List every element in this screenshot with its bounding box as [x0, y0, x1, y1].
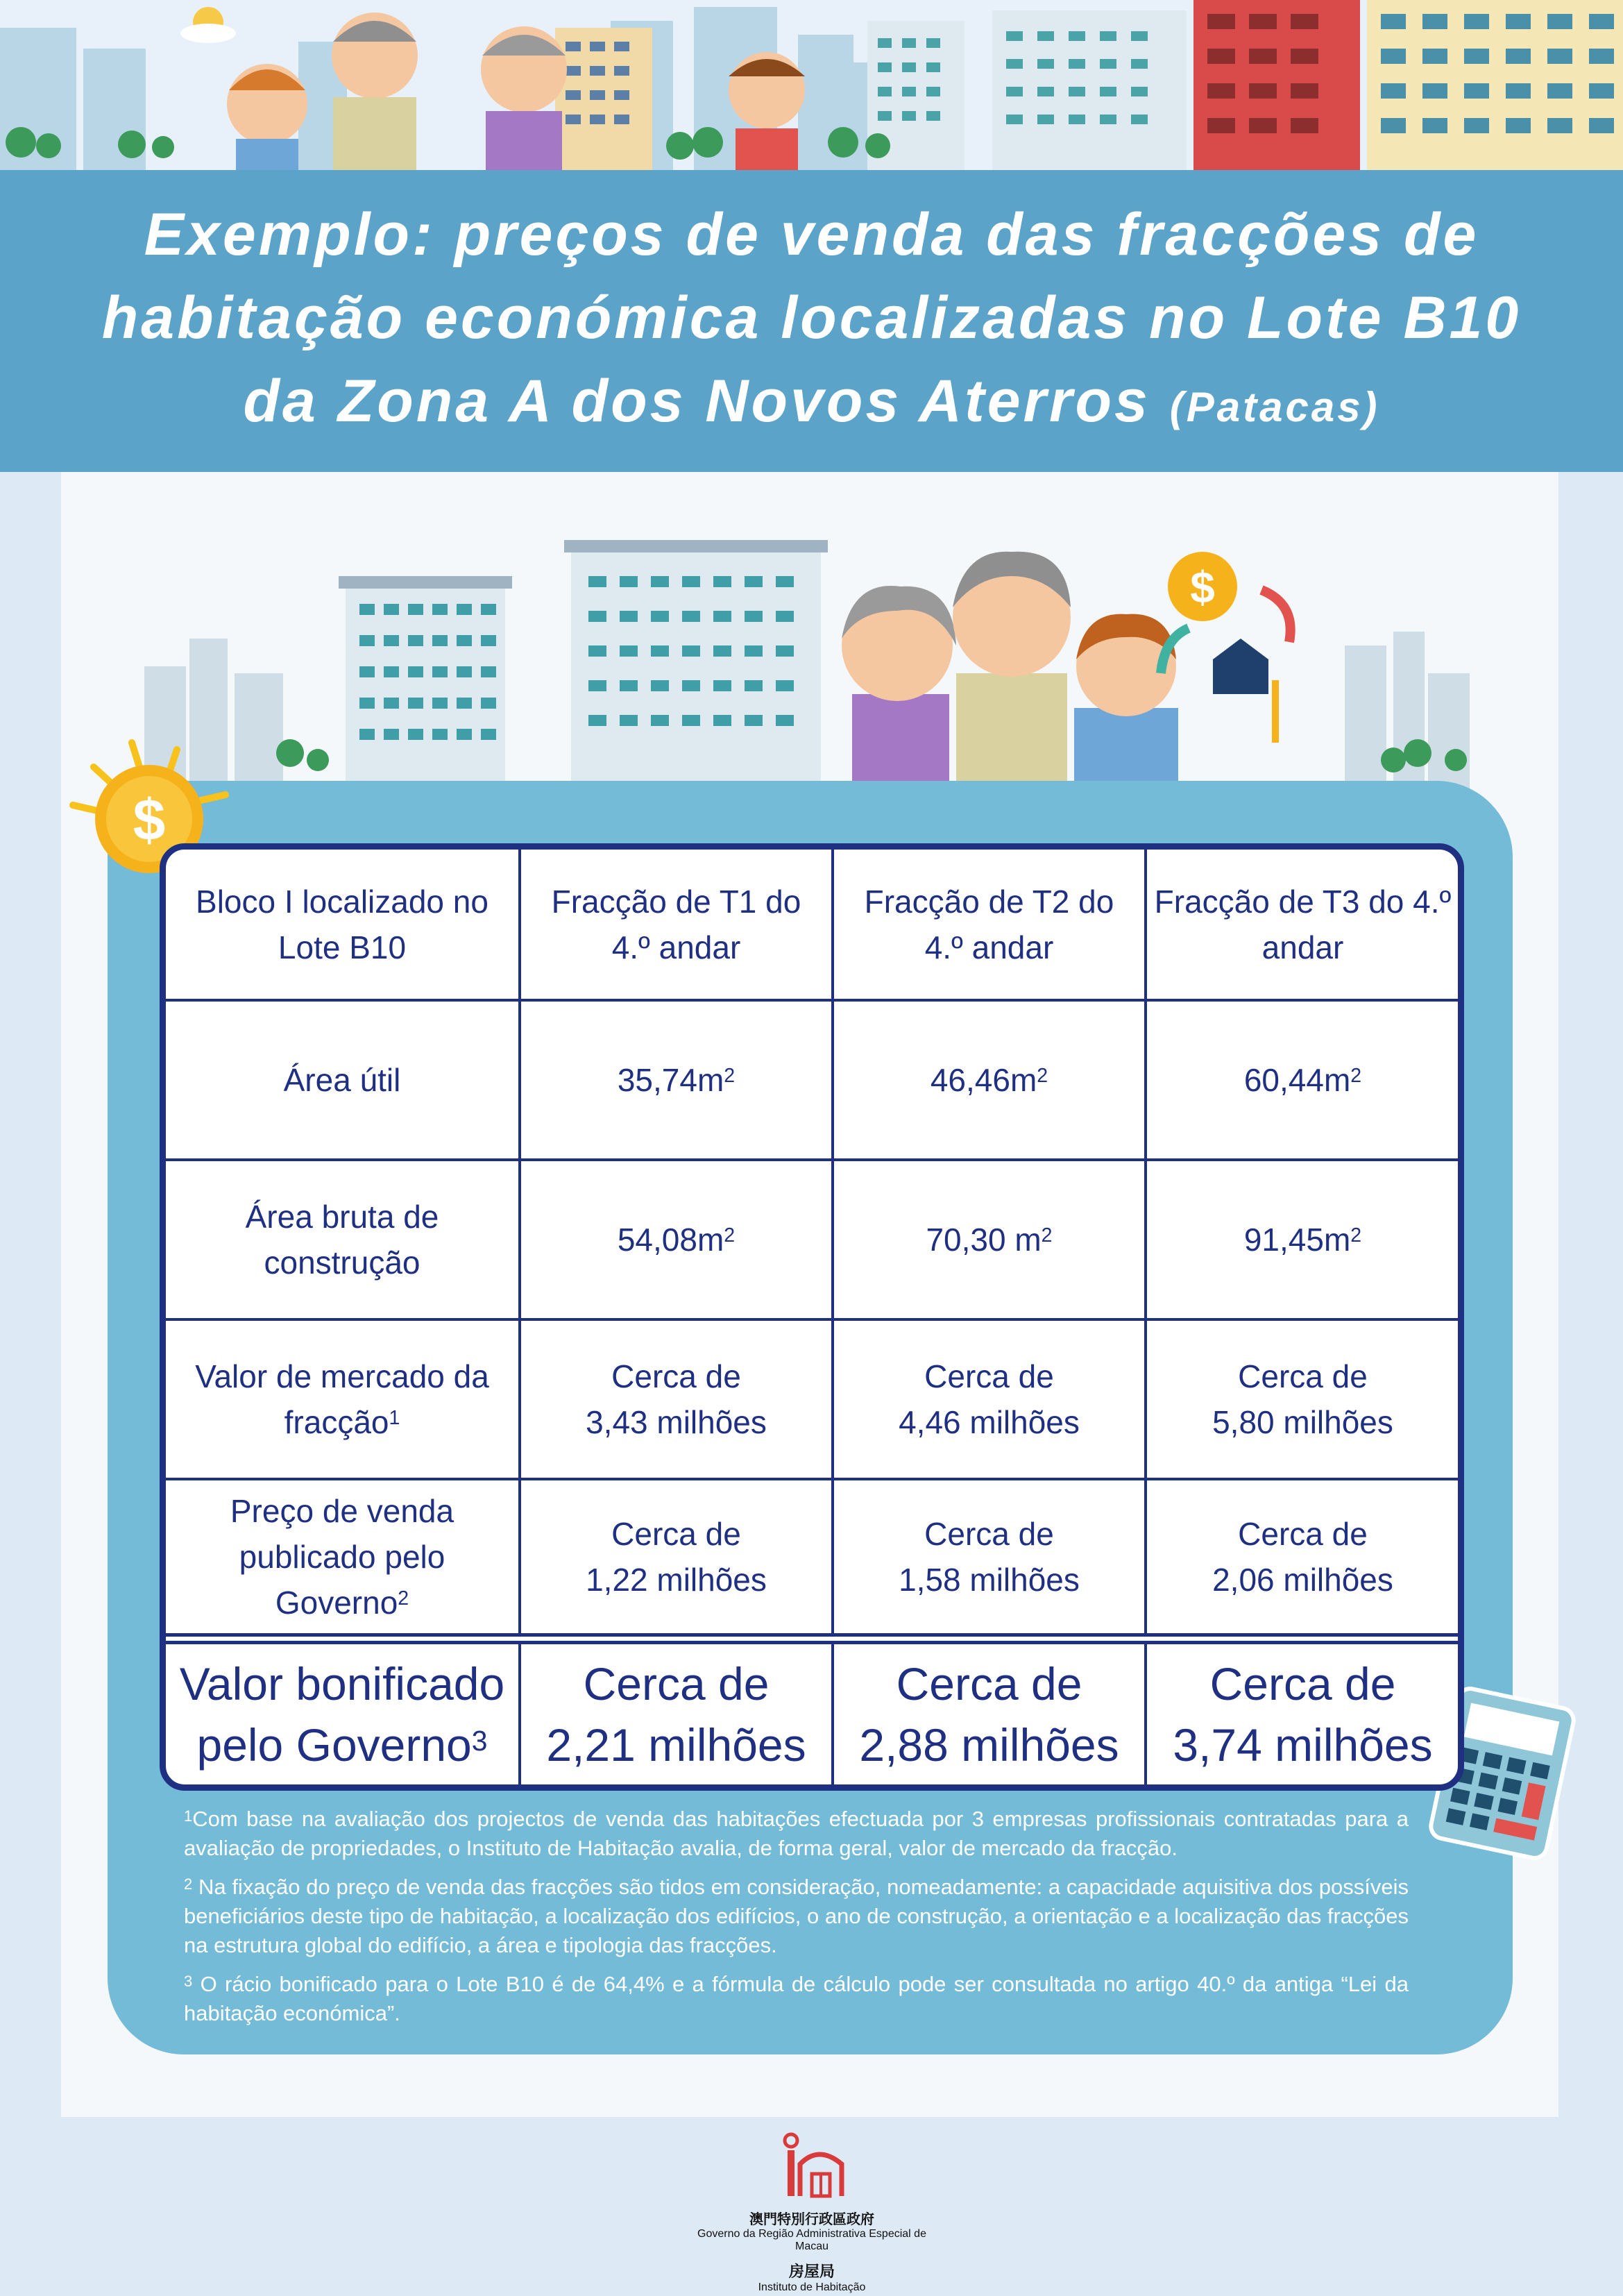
title-line-3-text: da Zona A dos Novos Aterros	[243, 368, 1150, 434]
valor-bonificado-t1-value: 2,21 milhões	[546, 1719, 806, 1771]
valor-bonificado-t1	[520, 1639, 833, 1784]
footnote-3-num: 3	[184, 1973, 193, 1990]
preco-venda-t2-prefix: Cerca de	[924, 1516, 1054, 1552]
preco-venda-label	[166, 1479, 520, 1639]
valor-mercado-t3-prefix: Cerca de	[1238, 1358, 1368, 1394]
top-city-illustration	[0, 0, 1623, 170]
header-bloco: Bloco I localizado no Lote B10	[166, 850, 520, 1000]
header-t2: Fracção de T2 do 4.º andar	[833, 850, 1146, 1000]
area-bruta-t3-value: 91,45m	[1243, 1222, 1351, 1258]
valor-bonificado-t1-prefix: Cerca de	[583, 1658, 770, 1710]
preco-venda-t3-prefix: Cerca de	[1238, 1516, 1368, 1552]
table-row-area-bruta	[166, 1160, 1459, 1319]
area-bruta-t1-value: 54,08m	[617, 1222, 724, 1258]
valor-mercado-t1-prefix: Cerca de	[611, 1358, 741, 1394]
area-util-t1-value: 35,74m	[617, 1062, 724, 1098]
preco-venda-t1-value: 1,22 milhões	[586, 1562, 767, 1598]
area-bruta-t1	[520, 1160, 833, 1319]
logo-inst-pt: Instituto de Habitação	[758, 2281, 866, 2293]
logo-inst-zh: 房屋局	[788, 2263, 835, 2280]
valor-mercado-t3	[1146, 1319, 1459, 1479]
area-bruta-t1-exp: 2	[724, 1224, 736, 1247]
area-bruta-label: Área bruta de construção	[166, 1160, 520, 1319]
instituto-habitacao-logo	[694, 2131, 930, 2293]
header-t3: Fracção de T3 do 4.º andar	[1146, 850, 1459, 1000]
table-row-area-util	[166, 1000, 1459, 1160]
valor-bonificado-label	[166, 1639, 520, 1784]
table-row-header	[166, 850, 1459, 1000]
valor-mercado-label-text: Valor de mercado da fracção	[195, 1358, 489, 1440]
preco-venda-label-text: Preço de venda publicado pelo Governo	[230, 1493, 454, 1621]
table-row-valor-bonificado	[166, 1639, 1459, 1784]
title-line-1: Exemplo: preços de venda das fracções de	[144, 201, 1479, 268]
title-line-3	[243, 360, 1379, 449]
preco-venda-t3	[1146, 1479, 1459, 1639]
area-util-label: Área útil	[166, 1000, 520, 1160]
valor-bonificado-t2-value: 2,88 milhões	[859, 1719, 1119, 1771]
footnote-1-text: Com base na avaliação dos projectos de venda das habitações efectuada por 3 empresas profissionais contratadas para a avaliação de propriedades, o Instituto de Habitação avalia, de forma geral, valor de mercado da fracção.	[184, 1807, 1409, 1860]
area-util-t1	[520, 1000, 833, 1160]
title-line-2: habitação económica localizadas no Lote B10	[101, 285, 1522, 351]
valor-bonificado-t2	[833, 1639, 1146, 1784]
footnote-3	[184, 1970, 1409, 2028]
area-bruta-t2-exp: 2	[1041, 1224, 1053, 1247]
area-util-t3-exp: 2	[1350, 1065, 1362, 1087]
title-banner	[0, 170, 1623, 472]
valor-bonificado-t3	[1146, 1639, 1459, 1784]
valor-bonificado-t2-prefix: Cerca de	[896, 1658, 1082, 1710]
footnote-1-num: 1	[184, 1807, 193, 1825]
footnote-2	[184, 1873, 1409, 1960]
area-util-t2	[833, 1000, 1146, 1160]
footnote-1	[184, 1805, 1409, 1863]
area-bruta-t2-value: 70,30 m	[926, 1222, 1042, 1258]
house-logo-icon	[774, 2131, 850, 2200]
preco-venda-note: 2	[398, 1587, 409, 1610]
area-util-t1-exp: 2	[724, 1065, 736, 1087]
table-row-valor-mercado	[166, 1319, 1459, 1479]
price-table	[160, 843, 1464, 1791]
svg-text:$: $	[1190, 562, 1215, 612]
valor-mercado-t1-value: 3,43 milhões	[586, 1404, 767, 1440]
footnote-2-text: Na fixação do preço de venda das fracções são tidos em consideração, nomeadamente: a capacidade aquisitiva dos possíveis beneficiários deste tipo de habitação, a localização dos edifícios, o ano de construção, a orientação e a localização das fracções na estrutura global do edifício, a área e tipologia das fracções.	[184, 1875, 1409, 1957]
footnote-2-num: 2	[184, 1875, 193, 1893]
header-t1: Fracção de T1 do 4.º andar	[520, 850, 833, 1000]
area-bruta-t3-exp: 2	[1350, 1224, 1362, 1247]
valor-bonificado-t3-prefix: Cerca de	[1209, 1658, 1396, 1710]
logo-gov-pt: Governo da Região Administrativa Especial de Macau	[697, 2228, 926, 2252]
valor-mercado-note: 1	[389, 1407, 400, 1429]
title-unit: (Patacas)	[1169, 384, 1380, 430]
svg-text:$: $	[133, 787, 166, 852]
valor-mercado-t3-value: 5,80 milhões	[1212, 1404, 1393, 1440]
preco-venda-t1-prefix: Cerca de	[611, 1516, 741, 1552]
footnotes	[184, 1805, 1409, 2038]
table-row-preco-venda	[166, 1479, 1459, 1639]
area-bruta-t2	[833, 1160, 1146, 1319]
preco-venda-t2	[833, 1479, 1146, 1639]
footnote-3-text: O rácio bonificado para o Lote B10 é de 64,4% e a fórmula de cálculo pode ser consultada no artigo 40.º da antiga “Lei da habitação económica”.	[184, 1972, 1409, 2025]
area-util-t3	[1146, 1000, 1459, 1160]
family-buildings-illustration	[61, 507, 1558, 798]
preco-venda-t2-value: 1,58 milhões	[899, 1562, 1080, 1598]
area-util-t2-value: 46,46m	[930, 1062, 1037, 1098]
area-bruta-t3	[1146, 1160, 1459, 1319]
valor-mercado-t2-value: 4,46 milhões	[899, 1404, 1080, 1440]
valor-mercado-label	[166, 1319, 520, 1479]
preco-venda-t1	[520, 1479, 833, 1639]
valor-bonificado-t3-value: 3,74 milhões	[1173, 1719, 1433, 1771]
area-util-t2-exp: 2	[1037, 1065, 1048, 1087]
area-util-t3-value: 60,44m	[1243, 1062, 1351, 1098]
preco-venda-t3-value: 2,06 milhões	[1212, 1562, 1393, 1598]
valor-bonificado-label-text: Valor bonificado pelo Governo	[179, 1658, 505, 1771]
valor-mercado-t1	[520, 1319, 833, 1479]
logo-gov-zh: 澳門特別行政區政府	[749, 2212, 874, 2227]
valor-mercado-t2	[833, 1319, 1146, 1479]
valor-bonificado-note: 3	[471, 1725, 488, 1757]
valor-mercado-t2-prefix: Cerca de	[924, 1358, 1054, 1394]
